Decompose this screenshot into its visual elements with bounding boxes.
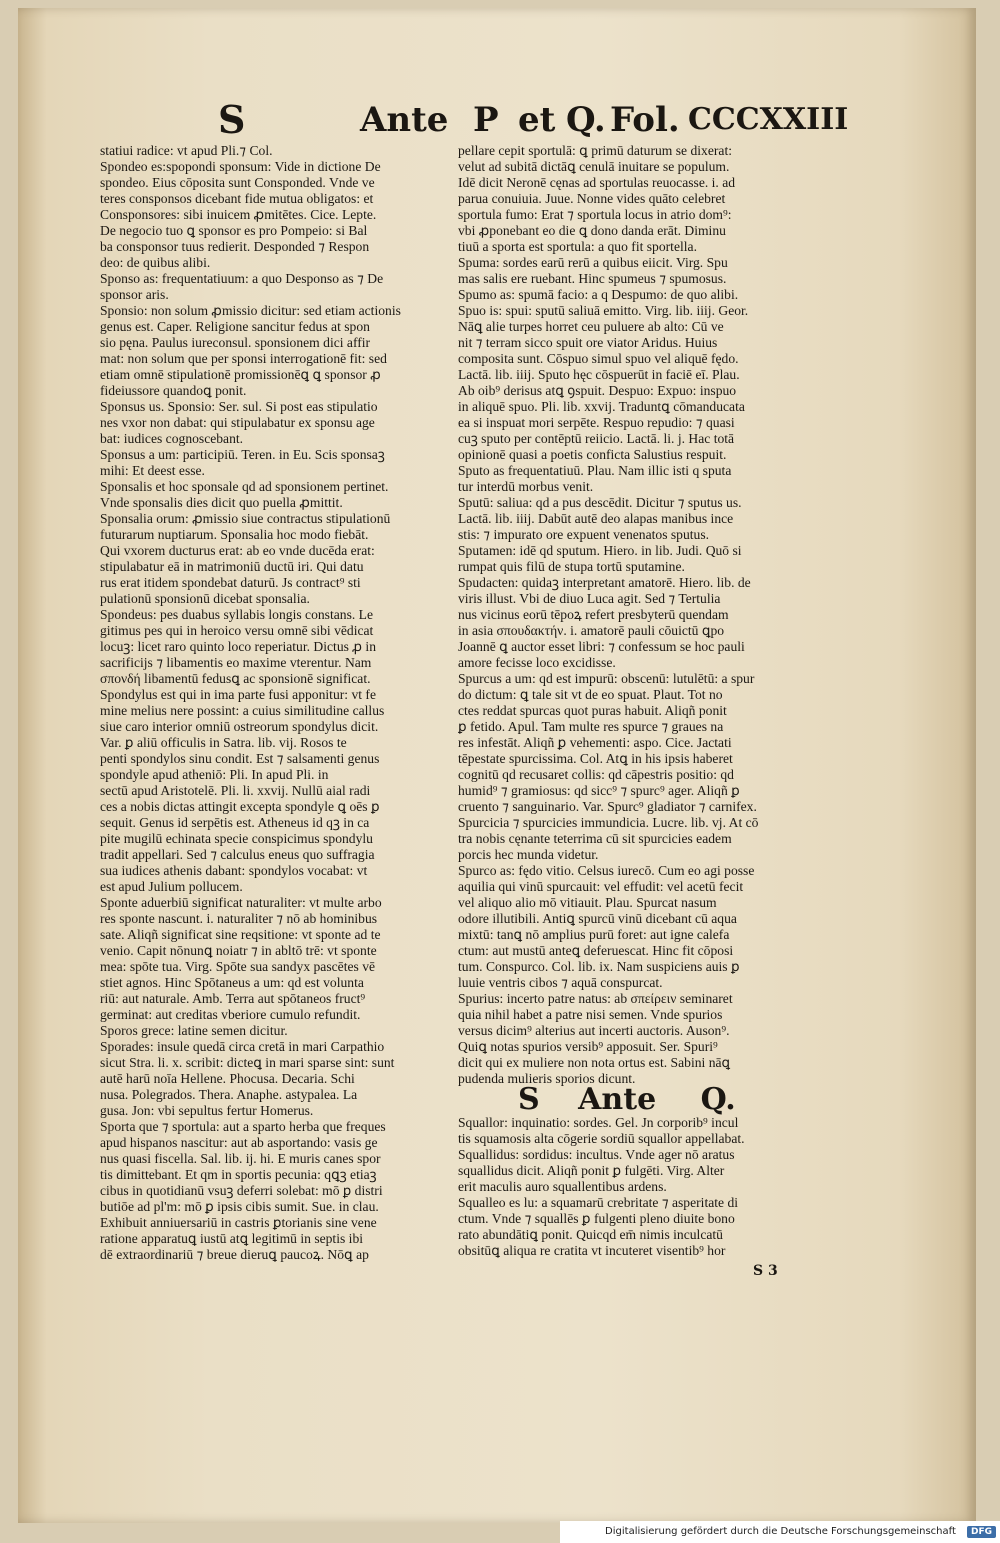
text-line: porcis hec munda videtur. <box>458 847 599 862</box>
text-line: tum. Conspurco. Col. lib. ix. Nam suspiciens auis ꝑ <box>458 959 740 974</box>
text-line: σπονδή libamentū fedusꝗ ac sponsionē significat. <box>100 671 371 686</box>
subhead-q-letter: Q. <box>700 1082 736 1117</box>
text-line: tiuū a sporta est sportula: a quo fit sportella. <box>458 239 697 254</box>
text-line: butiōe ad pl'm: mō ꝑ ipsis cibis sumit. Sue. in clau. <box>100 1199 379 1214</box>
text-line: futurarum nuptiarum. Sponsalia hoc modo fiebāt. <box>100 527 369 542</box>
footer-credit: Digitalisierung gefördert durch die Deutsche Forschungsgemeinschaft <box>605 1526 956 1537</box>
text-line: Qui vxorem ducturus erat: ab eo vnde ducēda erat: <box>100 543 375 558</box>
text-line: ba consponsor tuus redierit. Desponded ⁊ Respon <box>100 239 370 254</box>
text-line: sio pęna. Paulus iureconsul. sponsionem dici affir <box>100 335 371 350</box>
text-line: tis squamosis alta cōgerie sordiū squallor appellabat. <box>458 1131 745 1146</box>
text-line: mea: spōte tua. Virg. Spōte sua sandyx pascētes vē <box>100 959 376 974</box>
text-line: Sponsus a um: participiū. Teren. in Eu. Scis sponsaꝫ <box>100 447 385 462</box>
text-line: Nāꝗ alie turpes horret ceu puluere ab alto: Cū ve <box>458 319 724 334</box>
right-column <box>458 143 820 1087</box>
text-line: rato abundātiꝗ ponit. Quicqd em̄ nimis inculcatū <box>458 1227 723 1242</box>
text-line: Sponte aduerbiū significat naturaliter: vt multe arbo <box>100 895 382 910</box>
text-line: tradit appellari. Sed ⁊ calculus eneus quo suffragia <box>100 847 375 862</box>
text-line: nes vxor non dabat: qui stipulabatur ex sponsu age <box>100 415 375 430</box>
text-line: tis dimittebant. Et qm in sportis pecunia: qꝗꝫ etiaꝫ <box>100 1167 377 1182</box>
text-line: cognitū qd recusaret collis: qd cāpestris positio: qd <box>458 767 734 782</box>
text-line: Sponsalis et hoc sponsale qd ad sponsionem pertinet. <box>100 479 389 494</box>
text-line: ctum. Vnde ⁊ squallēs ꝑ fulgenti pleno diuite bono <box>458 1211 735 1226</box>
text-line: tra nobis cęnante teterrima cū sit spurcicies eadem <box>458 831 732 846</box>
text-line: humid⁹ ⁊ gramiosus: qd sicc⁹ ⁊ spurc⁹ ager. Aliqñ ꝑ <box>458 783 740 798</box>
dfg-logo-icon: DFG <box>967 1526 996 1538</box>
text-line: res infestāt. Aliqñ ꝑ vehementi: aspo. Cice. Jactati <box>458 735 732 750</box>
text-line: opinionē quasi a poetis conficta Salustius respuit. <box>458 447 727 462</box>
text-line: fideiussore quandoꝗ ponit. <box>100 383 247 398</box>
section-subheading <box>518 1081 768 1119</box>
digitization-footer <box>560 1521 1000 1543</box>
text-line: Spurcicia ⁊ spurcicies immundicia. Lucre. lib. vj. At cō <box>458 815 759 830</box>
text-line: mas salis ere ruebant. Hinc spumeus ⁊ spumosus. <box>458 271 727 286</box>
text-line: autē harū noīa Hellene. Phocusa. Decaria. Schi <box>100 1071 355 1086</box>
text-line: Idē dicit Neronē cęnas ad sportulas reuocasse. i. ad <box>458 175 736 190</box>
text-line: Sporos grece: latine semen dicitur. <box>100 1023 288 1038</box>
text-line: Var. ꝑ aliū officulis in Satra. lib. vij. Rosos te <box>100 735 347 750</box>
text-line: rus erat itidem spondebat daturū. Js contract⁹ sti <box>100 575 361 590</box>
text-line: siue caro interior omniū ostreorum spondylus dicit. <box>100 719 379 734</box>
text-line: pudenda mulieris sporios dicunt. <box>458 1071 636 1086</box>
text-line: Sputo as frequentatiuū. Plau. Nam illic isti q sputa <box>458 463 732 478</box>
text-line: stiet agnos. Hinc Spōtaneus a um: qd est volunta <box>100 975 364 990</box>
text-line: dē extraordinariū ⁊ breue dieruꝗ paucoꝝ. Nōꝗ ap <box>100 1247 369 1262</box>
text-line: viris illust. Vbi de diuo Luca agit. Sed ⁊ Tertulia <box>458 591 721 606</box>
text-line: Spondylus est qui in ima parte fusi apponitur: vt fe <box>100 687 376 702</box>
text-line: ces a nobis dictas attingit excepta spondyle ꝗ oēs ꝑ <box>100 799 380 814</box>
text-line: nit ⁊ terram sicco spuit ore viator Aridus. Huius <box>458 335 718 350</box>
text-line: stis: ⁊ impurato ore expuent venenatos sputus. <box>458 527 710 542</box>
text-line: quia nihil habet a patre nisi semen. Vnde spurios <box>458 1007 723 1022</box>
text-line: nus quasi fiscella. Sal. lib. ij. hi. E muris canes spor <box>100 1151 381 1166</box>
text-line: Lactā. lib. iiij. Dabūt autē deo alapas manibus ince <box>458 511 734 526</box>
text-line: Consponsores: sibi inuicem ꝓmitētes. Cice. Lepte. <box>100 207 377 222</box>
book-page <box>18 8 976 1523</box>
text-line: composita sunt. Cōspuo simul spuo vel aliquē fędo. <box>458 351 739 366</box>
subhead-ante: Ante <box>578 1082 657 1117</box>
text-line: ea si inspuat mori serpēte. Respuo repudio: ⁊ quasi <box>458 415 735 430</box>
text-line: Sponso as: frequentatiuum: a quo Desponso as ⁊ De <box>100 271 384 286</box>
text-line: deo: de quibus alibi. <box>100 255 211 270</box>
text-line: mihi: Et deest esse. <box>100 463 205 478</box>
text-line: erit maculis auro squallentibus ardens. <box>458 1179 667 1194</box>
text-line: sportula fumo: Erat ⁊ sportula locus in atrio dom⁹: <box>458 207 732 222</box>
text-line: Spumo as: spumā facio: a q Despumo: de quo alibi. <box>458 287 739 302</box>
text-line: Sporades: insule quedā circa cretā in mari Carpathio <box>100 1039 385 1054</box>
text-line: Vnde sponsalis dies dicit quo puella ꝓmittit. <box>100 495 343 510</box>
header-et: et <box>518 100 556 140</box>
text-line: Spondeo es:spopondi sponsum: Vide in dictione De <box>100 159 381 174</box>
signature-mark: S 3 <box>753 1263 778 1279</box>
text-line: etiam omnē stipulationē promissionēꝗ ꝗ sponsor ꝓ <box>100 367 381 382</box>
text-line: teres consponsos dicebant fide mutua obligatos: et <box>100 191 374 206</box>
text-line: ctum: aut mustū anteꝗ deferuescat. Hinc fit cōposi <box>458 943 734 958</box>
text-line: pellare cepit sportulā: ꝗ primū daturum se dixerat: <box>458 143 732 158</box>
text-line: sicut Stra. li. x. scribit: dicteꝗ in mari sparse sint: sunt <box>100 1055 395 1070</box>
header-fol: Fol. <box>610 100 680 140</box>
left-column <box>100 143 452 1263</box>
text-line: riū: aut naturale. Amb. Terra aut spōtaneos fruct⁹ <box>100 991 366 1006</box>
text-line: cuꝫ sputo per contēptū reiicio. Lactā. li. j. Hac totā <box>458 431 735 446</box>
text-line: dicit qui ex muliere non nota ortus est. Sabini nāꝗ <box>458 1055 731 1070</box>
text-line: Spudacten: quidaꝫ interpretant amatorē. Hiero. lib. de <box>458 575 751 590</box>
text-line: spondeo. Eius cōposita sunt Consponded. Vnde ve <box>100 175 375 190</box>
text-line: ratione apparatuꝗ iustū atꝗ legitimū in septis ibi <box>100 1231 364 1246</box>
text-line: Spuo is: spui: sputū saliuā emitto. Virg. lib. iiij. Geor. <box>458 303 749 318</box>
text-line: vel aliquo alio mō vitiauit. Plau. Spurcat nasum <box>458 895 717 910</box>
text-line: sate. Aliqñ significat sine reqsitione: vt sponte ad te <box>100 927 381 942</box>
text-line: Spurcus a um: qd est impurū: obscenū: lutulētū: a spur <box>458 671 755 686</box>
text-line: Spurco as: fędo vitio. Celsus iurecō. Cum eo agi posse <box>458 863 755 878</box>
text-line: Quiꝗ notas spurios versib⁹ apposuit. Ser. Spuri⁹ <box>458 1039 718 1054</box>
folio-number: CCCXXIII <box>688 102 849 137</box>
text-line: sectū apud Aristotelē. Pli. li. xxvij. Nullū aial radi <box>100 783 371 798</box>
text-line: sacrificijs ⁊ libamentis eo maxime vterentur. Nam <box>100 655 372 670</box>
text-line: mine melius nere possint: a cuius similitudine callus <box>100 703 385 718</box>
text-line: pite mugilū echinata specie conspicimus spondylu <box>100 831 373 846</box>
text-line: Joannē ꝗ auctor esset libri: ⁊ confessum se hoc pauli <box>458 639 745 654</box>
text-line: De negocio tuo ꝗ sponsor es pro Pompeio: si Bal <box>100 223 368 238</box>
text-line: pulationū sponsionū dicebat sponsalia. <box>100 591 310 606</box>
text-line: res sponte nascunt. i. naturaliter ⁊ nō ab hominibus <box>100 911 378 926</box>
text-line: amore fecisse loco excidisse. <box>458 655 616 670</box>
text-line: gusa. Jon: vbi sepultus fertur Homerus. <box>100 1103 314 1118</box>
text-line: versus dicim⁹ alterius aut incerti auctoris. Auson⁹. <box>458 1023 730 1038</box>
text-line: apud hispanos nascitur: aut ab asportando: vasis ge <box>100 1135 378 1150</box>
text-line: Squallidus: sordidus: incultus. Vnde ager nō aratus <box>458 1147 735 1162</box>
text-line: aquilia qui vinū spurcauit: vel effudit: vel acetū fecit <box>458 879 744 894</box>
text-line: ctes reddat spurcas quot puras habuit. Aliqñ ponit <box>458 703 727 718</box>
text-line: Spuma: sordes earū rerū a quibus eiicit. Virg. Spu <box>458 255 728 270</box>
text-line: est apud Julium pollucem. <box>100 879 243 894</box>
text-line: Squalleo es lu: a squamarū crebritate ⁊ asperitate di <box>458 1195 739 1210</box>
text-line: mat: non solum que per sponsi interrogationē fit: sed <box>100 351 387 366</box>
subhead-letter: S <box>518 1082 540 1117</box>
header-p-letter: P <box>473 100 499 140</box>
text-line: mixtū: tanꝗ nō amplius purū foret: aut igne calefa <box>458 927 730 942</box>
text-line: in asia σπουδακτήν. i. amatorē pauli cōuictū ꝗpo <box>458 623 725 638</box>
text-line: germinat: aut creditas vberiore cumulo refundit. <box>100 1007 361 1022</box>
text-line: sponsor aris. <box>100 287 169 302</box>
text-line: velut ad subitā dictāꝗ cenulā inuitare se populum. <box>458 159 730 174</box>
text-line: odore illutibili. Antiꝗ spurcū vinū dicebant cū aqua <box>458 911 737 926</box>
right-column-continued <box>458 1115 820 1259</box>
text-line: Sponsalia orum: ꝓmissio siue contractus stipulationū <box>100 511 391 526</box>
text-line: sequit. Genus id serpētis est. Atheneus id qꝫ in ca <box>100 815 370 830</box>
text-line: gitimus pes qui in heroico versu omnē sibi vēdicat <box>100 623 374 638</box>
text-line: Sponsio: non solum ꝓmissio dicitur: sed etiam actionis <box>100 303 401 318</box>
text-line: parua conuiuia. Juue. Nonne vides quāto celebret <box>458 191 726 206</box>
header-q-letter: Q. <box>566 100 606 140</box>
text-line: spondyle apud atheniō: Pli. In apud Pli. in <box>100 767 329 782</box>
text-line: Sponsus us. Sponsio: Ser. sul. Si post eas stipulatio <box>100 399 378 414</box>
text-line: Lactā. lib. iiij. Sputo hęc cōspuerūt in faciē eī. Plau. <box>458 367 740 382</box>
text-line: genus est. Caper. Religione sancitur fedus at spon <box>100 319 370 334</box>
text-line: rumpat quis filū de stupa tortū sputamine. <box>458 559 685 574</box>
page-header <box>218 97 849 144</box>
text-line: sua iudices athenis dabant: spondylos vocabat: vt <box>100 863 368 878</box>
text-line: cruento ⁊ sanguinario. Var. Spurc⁹ gladiator ⁊ carnifex. <box>458 799 757 814</box>
text-line: nus vicinus eorū tēpoꝝ refert presbyterū quendam <box>458 607 729 622</box>
text-line: venio. Capit nōnunꝗ noiatr ⁊ in abltō trē: vt sponte <box>100 943 377 958</box>
text-line: tur interdū morbus venit. <box>458 479 594 494</box>
text-line: in aliquē spuo. Pli. lib. xxvij. Traduntꝗ cōmanducata <box>458 399 745 414</box>
text-line: Spurius: incerto patre natus: ab σπείρειν seminaret <box>458 991 733 1006</box>
text-line: Exhibuit anniuersariū in castris ꝑtorianis sine vene <box>100 1215 377 1230</box>
text-line: luuie ventris cibos ⁊ aquā conspurcat. <box>458 975 663 990</box>
text-line: Sputamen: idē qd sputum. Hiero. in lib. Judi. Quō si <box>458 543 742 558</box>
text-line: penti spondylos sinu condit. Est ⁊ salsamenti genus <box>100 751 380 766</box>
text-line: Ab oib⁹ derisus atꝗ ꝯspuit. Despuo: Expuo: inspuo <box>458 383 737 398</box>
text-line: Sputū: saliua: qd a pus descēdit. Dicitur ⁊ sputus us. <box>458 495 742 510</box>
text-line: Sporta que ⁊ sportula: aut a sparto herba que freques <box>100 1119 386 1134</box>
text-line: cibus in quotidianū vsuꝫ deferri solebat: mō ꝑ distri <box>100 1183 383 1198</box>
text-line: do dictum: ꝗ tale sit vt de eo spuat. Plaut. Tot no <box>458 687 723 702</box>
text-line: tēpestate spurcissima. Col. Atꝗ in his ipsis haberet <box>458 751 733 766</box>
text-line: locuꝫ: licet raro quinto loco reperiatur. Dictus ꝓ in <box>100 639 376 654</box>
text-line: Squallor: inquinatio: sordes. Gel. Jn corporib⁹ incul <box>458 1115 739 1130</box>
header-letter: S <box>218 97 246 142</box>
text-line: Spondeus: pes duabus syllabis longis constans. Le <box>100 607 373 622</box>
text-line: bat: iudices cognoscebant. <box>100 431 244 446</box>
text-line: ꝑ fetido. Apul. Tam multe res spurce ⁊ graues na <box>458 719 724 734</box>
text-line: vbi ꝓponebant eo die ꝗ dono danda erāt. Diminu <box>458 223 726 238</box>
header-ante: Ante <box>360 100 449 140</box>
text-line: obsitūꝗ aliqua re cratita vt incuteret visentib⁹ hor <box>458 1243 726 1258</box>
text-line: statiui radice: vt apud Pli.⁊ Col. <box>100 143 273 158</box>
text-line: nusa. Polegrados. Thera. Anaphe. astypalea. La <box>100 1087 358 1102</box>
text-line: squallidus dicit. Aliqñ ponit ꝑ fulgēti. Virg. Alter <box>458 1163 725 1178</box>
text-line: stipulabatur eā in matrimoniū ductū iri. Qui datu <box>100 559 364 574</box>
